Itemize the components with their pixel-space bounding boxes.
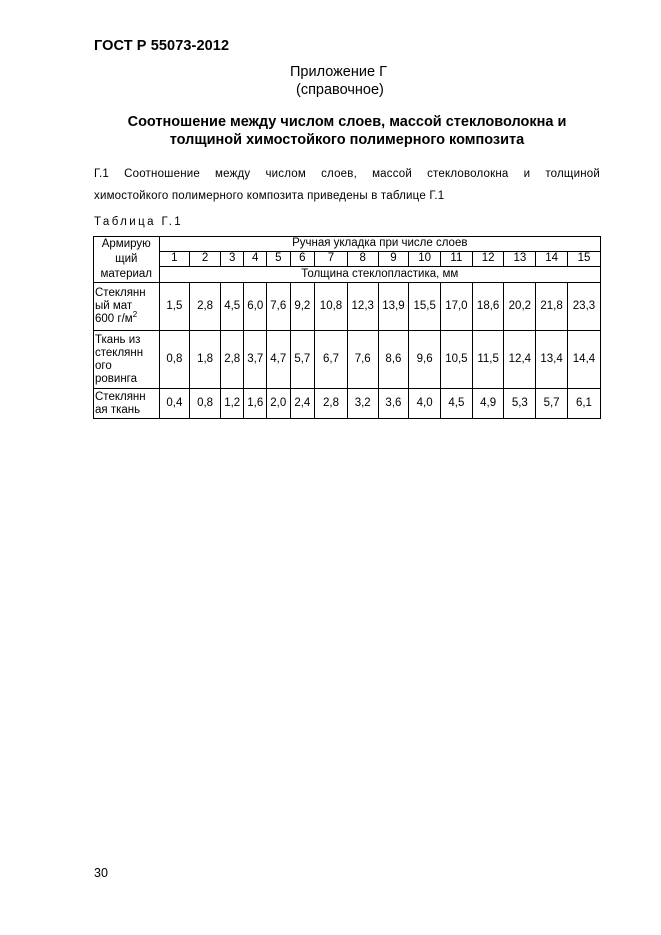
material-header-line: щий [115, 253, 138, 265]
layer-count-cell: 2 [190, 251, 221, 266]
thickness-value: 3,6 [378, 389, 409, 419]
material-header [94, 237, 160, 283]
thickness-value: 10,5 [441, 331, 473, 389]
layer-count-cell: 1 [159, 251, 190, 266]
thickness-value: 5,7 [290, 331, 315, 389]
thickness-value: 8,6 [378, 331, 409, 389]
thickness-value: 12,3 [347, 283, 378, 331]
thickness-header: Толщина стеклопластика, мм [159, 266, 600, 282]
thickness-value: 6,0 [244, 283, 267, 331]
material-cell [94, 389, 160, 419]
thickness-value: 15,5 [409, 283, 441, 331]
thickness-value: 23,3 [567, 283, 600, 331]
layer-count-cell: 3 [220, 251, 244, 266]
thickness-value: 4,9 [472, 389, 504, 419]
thickness-value: 9,6 [409, 331, 441, 389]
thickness-value: 7,6 [267, 283, 291, 331]
thickness-value: 21,8 [536, 283, 568, 331]
thickness-value: 17,0 [441, 283, 473, 331]
layer-count-cell: 7 [315, 251, 348, 266]
material-line [95, 404, 159, 417]
material-cell [94, 283, 160, 331]
thickness-value: 10,8 [315, 283, 348, 331]
thickness-value: 1,6 [244, 389, 267, 419]
material-text: ая ткань [95, 403, 141, 416]
material-line [95, 300, 159, 313]
paragraph-line-1: Г.1 Соотношение между числом слоев, массой стекловолокна и толщиной [94, 168, 600, 180]
material-line [95, 360, 159, 373]
material-text: ровинга [95, 372, 138, 385]
thickness-value: 12,4 [504, 331, 536, 389]
material-line [95, 310, 159, 326]
thickness-value: 3,7 [244, 331, 267, 389]
standard-code: ГОСТ Р 55073-2012 [94, 38, 230, 54]
material-line [95, 287, 159, 300]
table-row [94, 389, 601, 419]
section-heading-line-2: толщиной химостойкого полимерного композита [169, 132, 525, 148]
layer-count-cell: 5 [267, 251, 291, 266]
layer-count-cell: 9 [378, 251, 409, 266]
layer-count-cell: 13 [504, 251, 536, 266]
thickness-value: 3,2 [347, 389, 378, 419]
thickness-value: 2,8 [315, 389, 348, 419]
thickness-value: 13,9 [378, 283, 409, 331]
thickness-value: 18,6 [472, 283, 504, 331]
material-cell [94, 331, 160, 389]
thickness-value: 1,5 [159, 283, 190, 331]
appendix-kind: (справочное) [296, 82, 384, 98]
material-header-line: материал [100, 268, 153, 280]
thickness-value: 2,8 [220, 331, 244, 389]
layer-count-cell: 15 [567, 251, 600, 266]
table-caption: Таблица Г.1 [94, 216, 184, 228]
thickness-value: 7,6 [347, 331, 378, 389]
layer-count-cell: 10 [409, 251, 441, 266]
material-text: Ткань из [95, 333, 141, 346]
thickness-value: 1,2 [220, 389, 244, 419]
layer-count-cell: 12 [472, 251, 504, 266]
section-heading [94, 113, 600, 149]
paragraph-g1 [94, 163, 600, 207]
thickness-value: 5,7 [536, 389, 568, 419]
thickness-value: 9,2 [290, 283, 315, 331]
layer-count-cell: 4 [244, 251, 267, 266]
thickness-value: 13,4 [536, 331, 568, 389]
layer-count-cell: 6 [290, 251, 315, 266]
thickness-value: 4,0 [409, 389, 441, 419]
material-line [95, 347, 159, 360]
thickness-value: 11,5 [472, 331, 504, 389]
group-header: Ручная укладка при числе слоев [159, 237, 600, 252]
layer-count-cell: 8 [347, 251, 378, 266]
layer-count-cell: 14 [536, 251, 568, 266]
thickness-value: 2,8 [190, 283, 221, 331]
thickness-value: 1,8 [190, 331, 221, 389]
thickness-table [93, 236, 601, 419]
thickness-value: 20,2 [504, 283, 536, 331]
page-number: 30 [94, 866, 108, 880]
material-line [95, 391, 159, 404]
thickness-value: 14,4 [567, 331, 600, 389]
appendix-title: Приложение Г [290, 64, 387, 80]
material-text: ого [95, 359, 112, 372]
thickness-value: 0,4 [159, 389, 190, 419]
layer-count-cell: 11 [441, 251, 473, 266]
thickness-value: 5,3 [504, 389, 536, 419]
thickness-value: 2,0 [267, 389, 291, 419]
material-text: Стеклянн [95, 287, 146, 299]
material-header-line: Армирую [101, 238, 151, 250]
material-line [95, 373, 159, 386]
thickness-value: 4,5 [220, 283, 244, 331]
thickness-value: 4,5 [441, 389, 473, 419]
thickness-value: 6,1 [567, 389, 600, 419]
thickness-value: 0,8 [159, 331, 190, 389]
section-heading-line-1: Соотношение между числом слоев, массой стекловолокна и [127, 114, 567, 130]
thickness-value: 4,7 [267, 331, 291, 389]
layers-header-row [94, 251, 601, 266]
table-row [94, 283, 601, 331]
thickness-value: 0,8 [190, 389, 221, 419]
material-text: Стеклянн [95, 390, 146, 403]
unit-superscript: 2 [132, 310, 138, 320]
material-text: стеклянн [95, 346, 144, 359]
material-line [95, 334, 159, 347]
thickness-value: 6,7 [315, 331, 348, 389]
material-text: 600 г/м [95, 313, 133, 325]
material-text: ый мат [95, 300, 133, 312]
table-row [94, 331, 601, 389]
paragraph-line-2: химостойкого полимерного композита приведены в таблице Г.1 [94, 190, 445, 202]
thickness-value: 2,4 [290, 389, 315, 419]
